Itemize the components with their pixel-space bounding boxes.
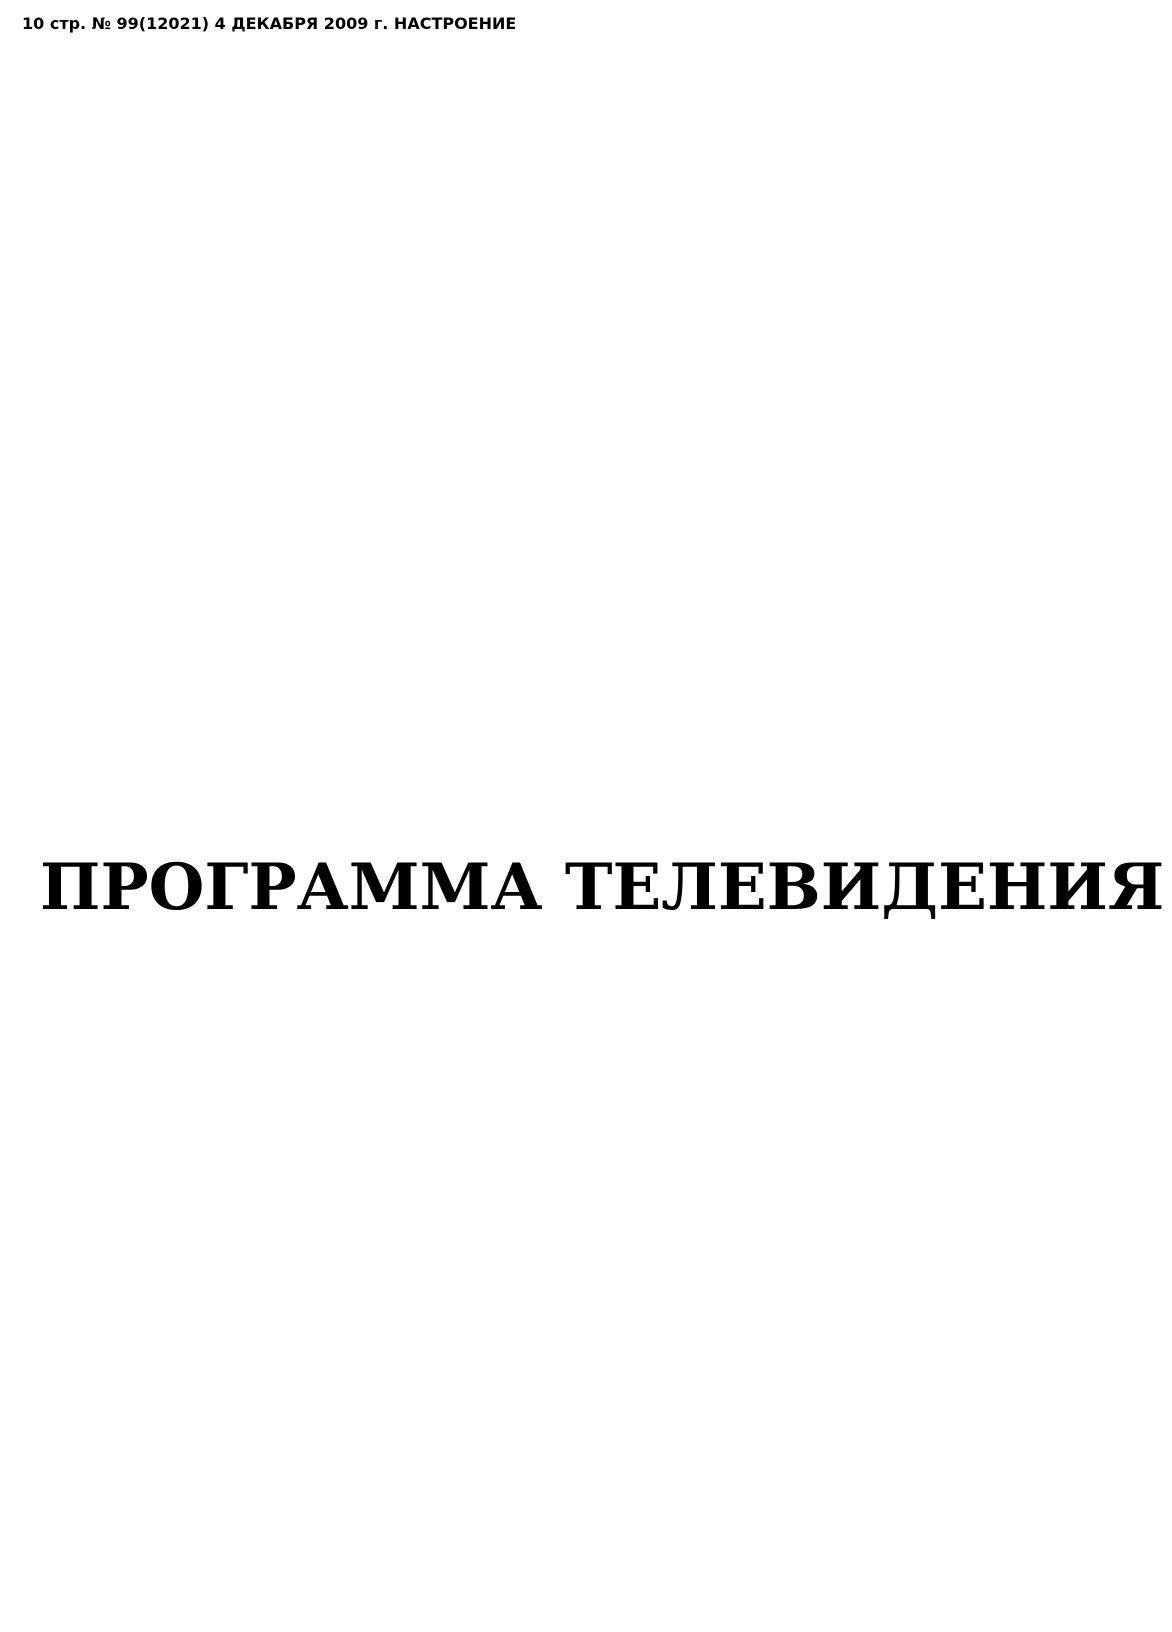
section-title: НАСТРОЕНИЕ xyxy=(393,14,517,33)
tv-program-title: ПРОГРАММА ТЕЛЕВИДЕНИЯ xyxy=(40,850,1165,925)
page-header xyxy=(22,14,1150,54)
issue-info: № 99(12021) 4 ДЕКАБРЯ 2009 г. xyxy=(91,14,389,33)
page-number: 10 стр. xyxy=(22,14,87,33)
